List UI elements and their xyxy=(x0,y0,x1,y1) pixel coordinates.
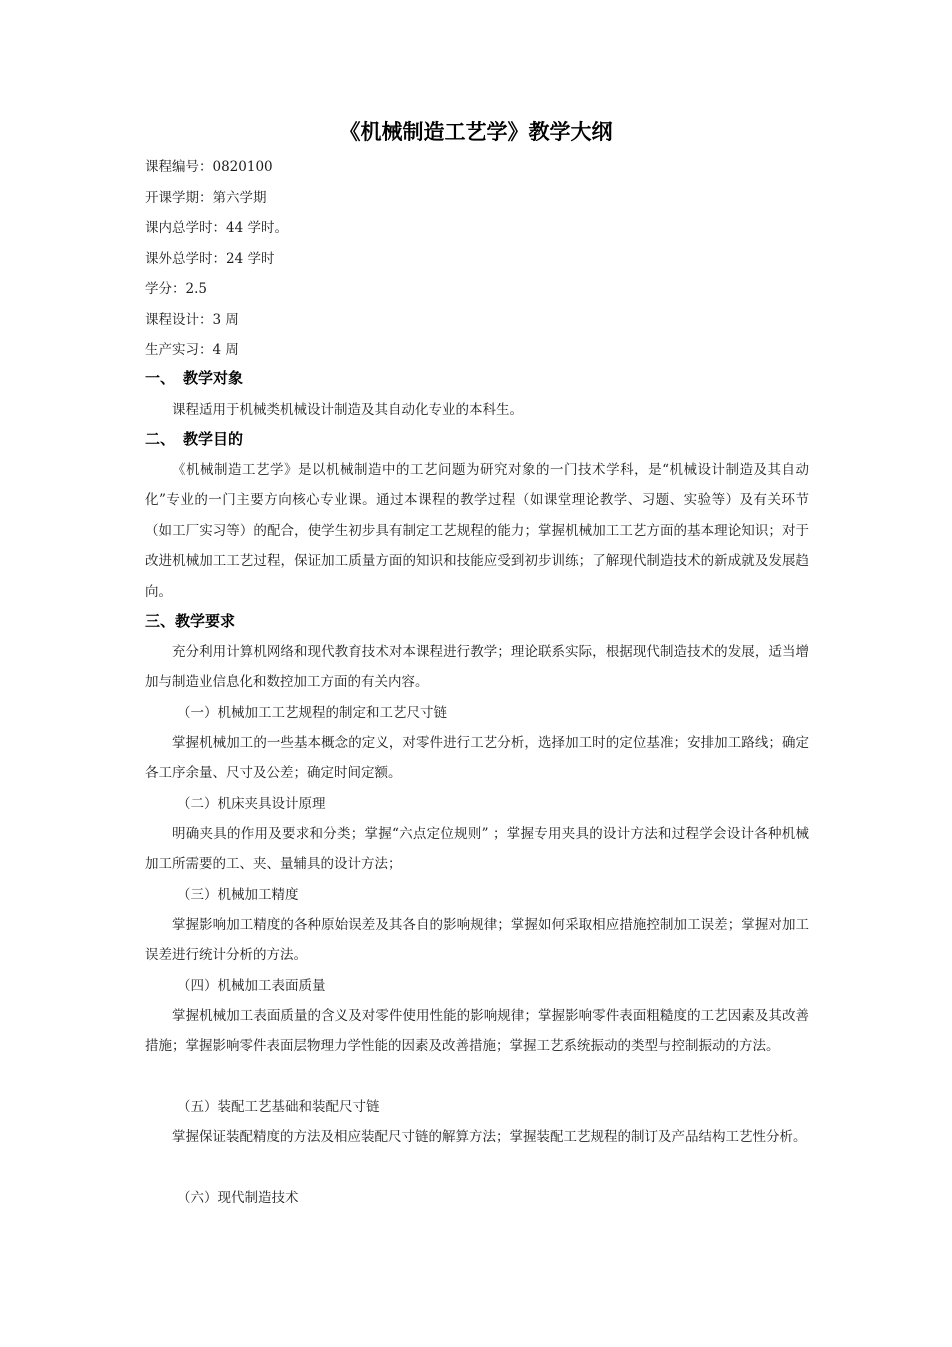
subsection-title-4: （四）机械加工表面质量 xyxy=(177,978,326,994)
section-number: 二、 xyxy=(145,430,176,448)
semester: 开课学期：第六学期 xyxy=(145,189,267,206)
course-design: 课程设计：3 周 xyxy=(145,311,239,328)
extra-hours: 课外总学时：24 学时 xyxy=(145,250,275,267)
production-internship: 生产实习：4 周 xyxy=(145,342,239,358)
subsection-title-3: （三）机械加工精度 xyxy=(177,887,299,903)
subsection-body-3: 掌握影响加工精度的各种原始误差及其各自的影响规律；掌握如何采取相应措施控制加工误差；掌握对加工误差进行统计分析的方法。 xyxy=(145,917,809,964)
subsection-body-1: 掌握机械加工的一些基本概念的定义，对零件进行工艺分析，选择加工时的定位基准；安排加工路线；确定各工序余量、尺寸及公差；确定时间定额。 xyxy=(145,735,809,782)
in-class-hours: 课内总学时：44 学时。 xyxy=(145,220,288,236)
course-info-list xyxy=(145,152,288,366)
section-number: 一、 xyxy=(145,369,176,387)
section-heading-2 xyxy=(145,428,243,449)
subsection-body-5: 掌握保证装配精度的方法及相应装配尺寸链的解算方法；掌握装配工艺规程的制订及产品结构工艺性分析。 xyxy=(172,1129,807,1145)
subsection-title-5: （五）装配工艺基础和装配尺寸链 xyxy=(177,1099,380,1115)
section-title: 教学对象 xyxy=(183,369,244,387)
section-body-2: 《机械制造工艺学》是以机械制造中的工艺问题为研究对象的一门技术学科，是“机械设计制造及其自动化”专业的一门主要方向核心专业课。通过本课程的教学过程（如课堂理论教学、习题、实验等）及有关环节（如工厂实习等）的配合，使学生初步具有制定工艺规程的能力；掌握机械加工工艺方面的基本理论知识；对于改进机械加工工艺过程，保证加工质量方面的知识和技能应受到初步训练；了解现代制造技术的新成就及发展趋向。 xyxy=(145,462,809,600)
section-heading-1 xyxy=(145,367,243,388)
subsection-body-2: 明确夹具的作用及要求和分类；掌握“六点定位规则” ；掌握专用夹具的设计方法和过程学会设计各种机械加工所需要的工、夹、量辅具的设计方法； xyxy=(145,826,809,873)
document-title: 《机械制造工艺学》教学大纲 xyxy=(339,119,613,144)
section-body-1: 课程适用于机械类机械设计制造及其自动化专业的本科生。 xyxy=(172,402,523,418)
section-title: 教学目的 xyxy=(183,430,244,448)
section-heading-3: 三、教学要求 xyxy=(145,612,236,630)
section-body-3: 充分利用计算机网络和现代教育技术对本课程进行教学；理论联系实际，根据现代制造技术的发展，适当增加与制造业信息化和数控加工方面的有关内容。 xyxy=(145,644,809,691)
credits: 学分：2.5 xyxy=(145,281,207,297)
subsection-title-6: （六）现代制造技术 xyxy=(177,1190,299,1206)
subsection-title-1: （一）机械加工工艺规程的制定和工艺尺寸链 xyxy=(177,705,447,721)
subsection-body-4: 掌握机械加工表面质量的含义及对零件使用性能的影响规律；掌握影响零件表面粗糙度的工艺因素及其改善措施；掌握影响零件表面层物理力学性能的因素及改善措施；掌握工艺系统振动的类型与控制振动的方法。 xyxy=(145,1008,809,1055)
subsection-title-2: （二）机床夹具设计原理 xyxy=(177,796,326,812)
course-code: 课程编号：0820100 xyxy=(145,159,273,175)
